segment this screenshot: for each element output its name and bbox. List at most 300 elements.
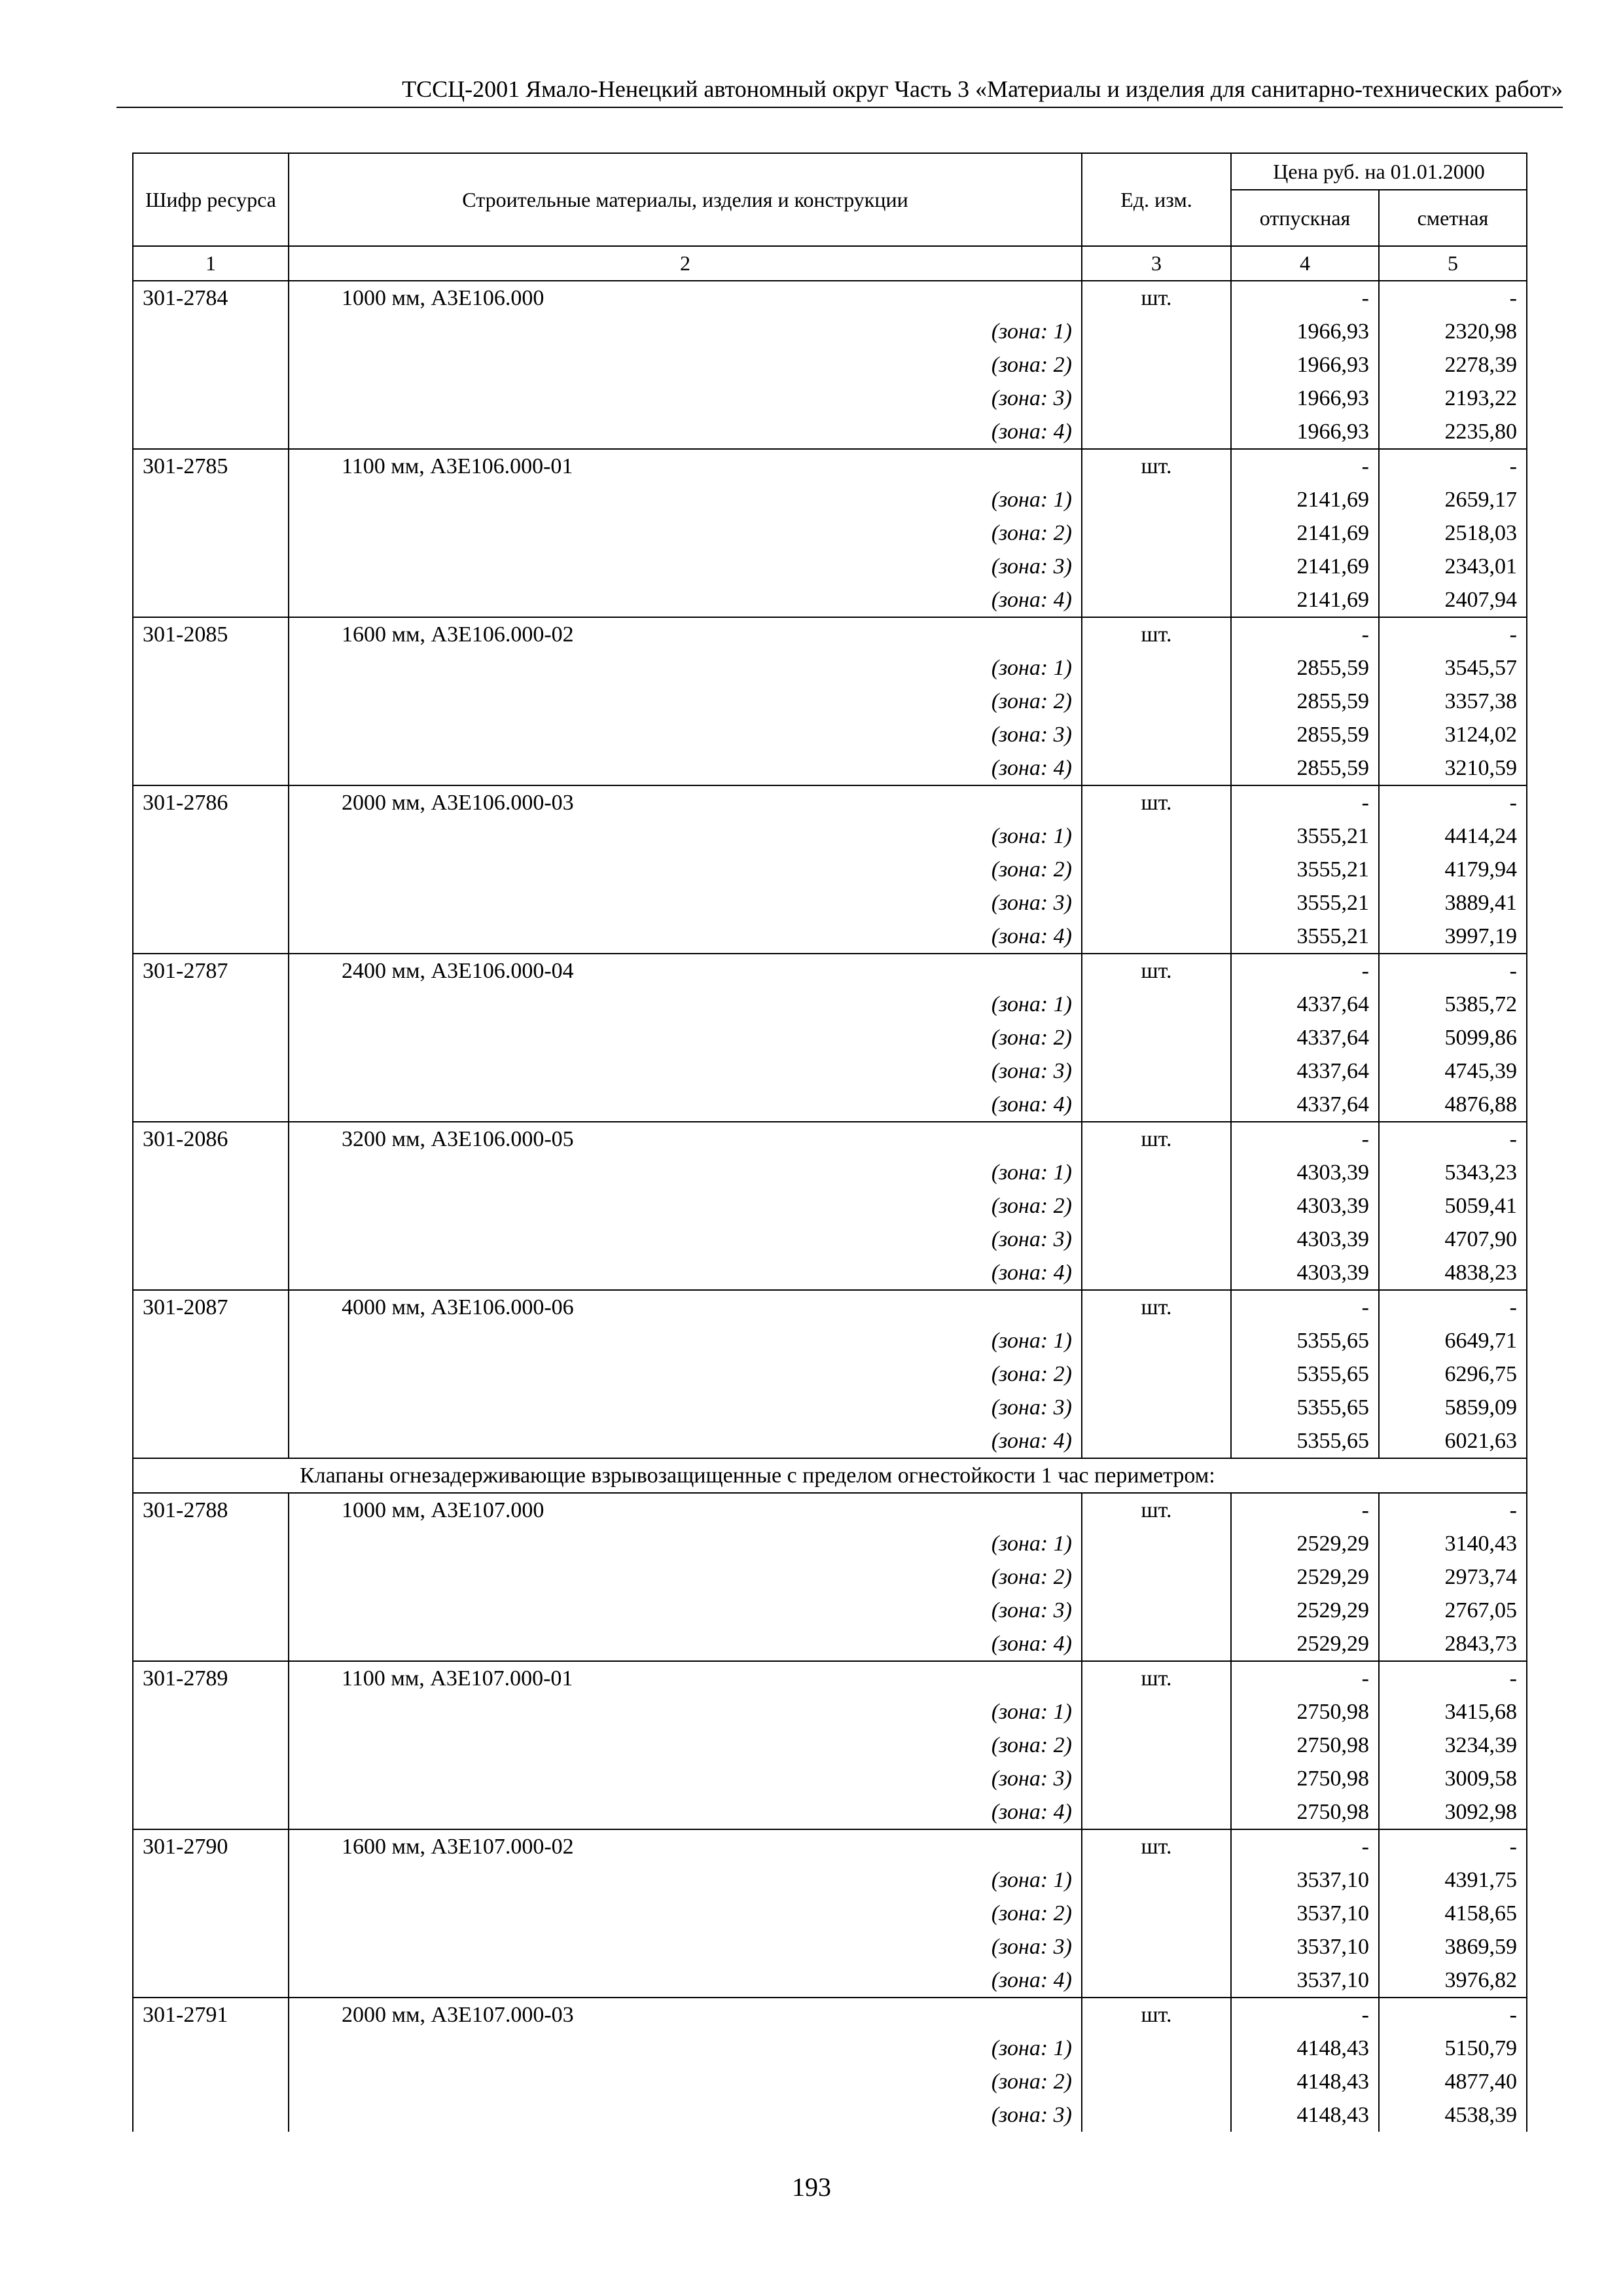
zone-estimate-price: 4877,40 <box>1379 2065 1527 2098</box>
zone-code-empty <box>133 718 289 751</box>
zone-label: (зона: 2) <box>289 2065 1082 2098</box>
resource-unit: шт. <box>1082 1998 1231 2032</box>
zone-unit-empty <box>1082 920 1231 954</box>
zone-code-empty <box>133 2032 289 2065</box>
zone-estimate-price: 3545,57 <box>1379 651 1527 685</box>
zone-release-price: 2529,29 <box>1231 1527 1379 1560</box>
zone-release-price: 4148,43 <box>1231 2098 1379 2132</box>
zone-unit-empty <box>1082 2032 1231 2065</box>
zone-row <box>133 1156 1527 1189</box>
estimate-price: - <box>1379 1290 1527 1324</box>
zone-unit-empty <box>1082 1156 1231 1189</box>
zone-release-price: 4337,64 <box>1231 1088 1379 1122</box>
zone-estimate-price: 4414,24 <box>1379 819 1527 853</box>
zone-row <box>133 1695 1527 1729</box>
zone-unit-empty <box>1082 853 1231 886</box>
zone-estimate-price: 2659,17 <box>1379 483 1527 516</box>
resource-code: 301-2085 <box>133 617 289 651</box>
zone-label: (зона: 3) <box>289 382 1082 415</box>
zone-unit-empty <box>1082 1930 1231 1964</box>
zone-estimate-price: 2407,94 <box>1379 583 1527 617</box>
header-code: Шифр ресурса <box>133 153 289 246</box>
zone-estimate-price: 2193,22 <box>1379 382 1527 415</box>
resource-row <box>133 1661 1527 1695</box>
resource-unit: шт. <box>1082 1661 1231 1695</box>
zone-unit-empty <box>1082 2098 1231 2132</box>
release-price: - <box>1231 785 1379 819</box>
zone-row <box>133 819 1527 853</box>
zone-estimate-price: 2320,98 <box>1379 315 1527 348</box>
zone-unit-empty <box>1082 2065 1231 2098</box>
zone-label: (зона: 1) <box>289 1863 1082 1897</box>
zone-row <box>133 1527 1527 1560</box>
zone-unit-empty <box>1082 1527 1231 1560</box>
zone-label: (зона: 4) <box>289 1627 1082 1661</box>
zone-release-price: 1966,93 <box>1231 382 1379 415</box>
zone-row <box>133 382 1527 415</box>
zone-unit-empty <box>1082 1762 1231 1795</box>
zone-unit-empty <box>1082 886 1231 920</box>
resource-unit: шт. <box>1082 449 1231 483</box>
zone-row <box>133 718 1527 751</box>
zone-label: (зона: 1) <box>289 988 1082 1021</box>
zone-label: (зона: 4) <box>289 583 1082 617</box>
resource-code: 301-2791 <box>133 1998 289 2032</box>
zone-code-empty <box>133 583 289 617</box>
zone-code-empty <box>133 516 289 550</box>
zone-row <box>133 1897 1527 1930</box>
zone-label: (зона: 1) <box>289 819 1082 853</box>
resource-row <box>133 617 1527 651</box>
zone-row <box>133 1223 1527 1256</box>
zone-estimate-price: 3124,02 <box>1379 718 1527 751</box>
zone-row <box>133 1088 1527 1122</box>
zone-release-price: 3555,21 <box>1231 920 1379 954</box>
zone-estimate-price: 5059,41 <box>1379 1189 1527 1223</box>
zone-code-empty <box>133 1357 289 1391</box>
zone-row <box>133 348 1527 382</box>
zone-estimate-price: 4876,88 <box>1379 1088 1527 1122</box>
release-price: - <box>1231 1493 1379 1527</box>
zone-unit-empty <box>1082 315 1231 348</box>
zone-code-empty <box>133 1964 289 1998</box>
zone-release-price: 4303,39 <box>1231 1223 1379 1256</box>
zone-label: (зона: 4) <box>289 1256 1082 1290</box>
header-name: Строительные материалы, изделия и конструкции <box>289 153 1082 246</box>
column-numbers-row <box>133 246 1527 281</box>
zone-release-price: 2750,98 <box>1231 1762 1379 1795</box>
zone-row <box>133 853 1527 886</box>
zone-code-empty <box>133 2098 289 2132</box>
zone-estimate-price: 5150,79 <box>1379 2032 1527 2065</box>
column-number: 1 <box>133 246 289 281</box>
zone-label: (зона: 1) <box>289 1695 1082 1729</box>
zone-unit-empty <box>1082 1729 1231 1762</box>
zone-unit-empty <box>1082 1560 1231 1594</box>
zone-unit-empty <box>1082 718 1231 751</box>
estimate-price: - <box>1379 281 1527 315</box>
resource-unit: шт. <box>1082 785 1231 819</box>
zone-row <box>133 751 1527 785</box>
zone-row <box>133 1391 1527 1424</box>
zone-code-empty <box>133 1156 289 1189</box>
zone-release-price: 4303,39 <box>1231 1256 1379 1290</box>
zone-unit-empty <box>1082 1391 1231 1424</box>
zone-label: (зона: 2) <box>289 1357 1082 1391</box>
zone-release-price: 1966,93 <box>1231 348 1379 382</box>
zone-unit-empty <box>1082 1256 1231 1290</box>
resource-code: 301-2788 <box>133 1493 289 1527</box>
zone-label: (зона: 3) <box>289 1594 1082 1627</box>
zone-estimate-price: 6649,71 <box>1379 1324 1527 1357</box>
zone-code-empty <box>133 483 289 516</box>
zone-code-empty <box>133 1021 289 1054</box>
zone-unit-empty <box>1082 1627 1231 1661</box>
zone-label: (зона: 1) <box>289 1527 1082 1560</box>
zone-release-price: 4303,39 <box>1231 1156 1379 1189</box>
resource-unit: шт. <box>1082 1290 1231 1324</box>
zone-label: (зона: 4) <box>289 1088 1082 1122</box>
zone-code-empty <box>133 382 289 415</box>
zone-row <box>133 651 1527 685</box>
resource-row <box>133 1493 1527 1527</box>
zone-row <box>133 1594 1527 1627</box>
resource-unit: шт. <box>1082 1493 1231 1527</box>
resource-row <box>133 1290 1527 1324</box>
zone-code-empty <box>133 1223 289 1256</box>
header-unit: Ед. изм. <box>1082 153 1231 246</box>
resource-name: 4000 мм, А3Е106.000-06 <box>289 1290 1082 1324</box>
zone-release-price: 2855,59 <box>1231 685 1379 718</box>
zone-label: (зона: 4) <box>289 920 1082 954</box>
column-number: 3 <box>1082 246 1231 281</box>
zone-estimate-price: 3092,98 <box>1379 1795 1527 1829</box>
zone-release-price: 4303,39 <box>1231 1189 1379 1223</box>
resource-unit: шт. <box>1082 1829 1231 1863</box>
zone-code-empty <box>133 550 289 583</box>
zone-estimate-price: 2973,74 <box>1379 1560 1527 1594</box>
zone-release-price: 2855,59 <box>1231 651 1379 685</box>
zone-unit-empty <box>1082 516 1231 550</box>
release-price: - <box>1231 1661 1379 1695</box>
estimate-price: - <box>1379 785 1527 819</box>
zone-release-price: 3537,10 <box>1231 1863 1379 1897</box>
resource-row <box>133 1998 1527 2032</box>
zone-code-empty <box>133 315 289 348</box>
zone-unit-empty <box>1082 1189 1231 1223</box>
zone-unit-empty <box>1082 1021 1231 1054</box>
column-number: 5 <box>1379 246 1527 281</box>
resource-row <box>133 1829 1527 1863</box>
zone-label: (зона: 3) <box>289 1054 1082 1088</box>
zone-release-price: 5355,65 <box>1231 1324 1379 1357</box>
zone-code-empty <box>133 1391 289 1424</box>
zone-code-empty <box>133 1054 289 1088</box>
zone-unit-empty <box>1082 1964 1231 1998</box>
estimate-price: - <box>1379 954 1527 988</box>
resource-code: 301-2786 <box>133 785 289 819</box>
zone-label: (зона: 1) <box>289 483 1082 516</box>
zone-row <box>133 1189 1527 1223</box>
zone-release-price: 2141,69 <box>1231 583 1379 617</box>
resource-name: 2000 мм, А3Е106.000-03 <box>289 785 1082 819</box>
zone-release-price: 3555,21 <box>1231 886 1379 920</box>
zone-code-empty <box>133 886 289 920</box>
section-heading-row <box>133 1458 1527 1493</box>
zone-unit-empty <box>1082 1223 1231 1256</box>
zone-code-empty <box>133 853 289 886</box>
zone-row <box>133 685 1527 718</box>
zone-estimate-price: 3415,68 <box>1379 1695 1527 1729</box>
release-price: - <box>1231 954 1379 988</box>
resource-name: 1100 мм, А3Е107.000-01 <box>289 1661 1082 1695</box>
resource-name: 1000 мм, А3Е106.000 <box>289 281 1082 315</box>
zone-row <box>133 1762 1527 1795</box>
zone-release-price: 3537,10 <box>1231 1930 1379 1964</box>
zone-row <box>133 1424 1527 1458</box>
zone-estimate-price: 3140,43 <box>1379 1527 1527 1560</box>
zone-label: (зона: 2) <box>289 1560 1082 1594</box>
table-body <box>133 281 1527 2132</box>
zone-unit-empty <box>1082 1695 1231 1729</box>
zone-code-empty <box>133 819 289 853</box>
release-price: - <box>1231 1998 1379 2032</box>
estimate-price: - <box>1379 1829 1527 1863</box>
zone-label: (зона: 3) <box>289 718 1082 751</box>
zone-code-empty <box>133 1863 289 1897</box>
zone-unit-empty <box>1082 1324 1231 1357</box>
zone-estimate-price: 5343,23 <box>1379 1156 1527 1189</box>
zone-row <box>133 1964 1527 1998</box>
zone-label: (зона: 2) <box>289 853 1082 886</box>
zone-code-empty <box>133 1594 289 1627</box>
zone-estimate-price: 3976,82 <box>1379 1964 1527 1998</box>
zone-row <box>133 1863 1527 1897</box>
zone-release-price: 4337,64 <box>1231 1054 1379 1088</box>
zone-release-price: 2529,29 <box>1231 1560 1379 1594</box>
zone-row <box>133 920 1527 954</box>
release-price: - <box>1231 1290 1379 1324</box>
release-price: - <box>1231 1829 1379 1863</box>
zone-release-price: 3555,21 <box>1231 819 1379 853</box>
zone-code-empty <box>133 1762 289 1795</box>
zone-unit-empty <box>1082 1054 1231 1088</box>
zone-label: (зона: 4) <box>289 1795 1082 1829</box>
zone-estimate-price: 4538,39 <box>1379 2098 1527 2132</box>
zone-row <box>133 1930 1527 1964</box>
zone-unit-empty <box>1082 1357 1231 1391</box>
zone-code-empty <box>133 1729 289 1762</box>
zone-row <box>133 886 1527 920</box>
zone-label: (зона: 1) <box>289 2032 1082 2065</box>
zone-code-empty <box>133 1930 289 1964</box>
zone-code-empty <box>133 685 289 718</box>
zone-estimate-price: 6296,75 <box>1379 1357 1527 1391</box>
estimate-price: - <box>1379 1122 1527 1156</box>
zone-label: (зона: 2) <box>289 685 1082 718</box>
zone-unit-empty <box>1082 1424 1231 1458</box>
resource-unit: шт. <box>1082 281 1231 315</box>
zone-code-empty <box>133 1256 289 1290</box>
resource-name: 1600 мм, А3Е107.000-02 <box>289 1829 1082 1863</box>
section-heading: Клапаны огнезадерживающие взрывозащищенные с пределом огнестойкости 1 час периметром: <box>133 1458 1527 1493</box>
estimate-price: - <box>1379 1998 1527 2032</box>
zone-label: (зона: 1) <box>289 1156 1082 1189</box>
zone-row <box>133 1054 1527 1088</box>
zone-unit-empty <box>1082 651 1231 685</box>
zone-unit-empty <box>1082 483 1231 516</box>
zone-label: (зона: 2) <box>289 1897 1082 1930</box>
zone-estimate-price: 3009,58 <box>1379 1762 1527 1795</box>
resource-row <box>133 449 1527 483</box>
zone-row <box>133 516 1527 550</box>
zone-unit-empty <box>1082 415 1231 449</box>
estimate-price: - <box>1379 617 1527 651</box>
column-number: 2 <box>289 246 1082 281</box>
zone-code-empty <box>133 2065 289 2098</box>
zone-release-price: 2141,69 <box>1231 516 1379 550</box>
zone-estimate-price: 2767,05 <box>1379 1594 1527 1627</box>
zone-code-empty <box>133 1695 289 1729</box>
zone-release-price: 2529,29 <box>1231 1594 1379 1627</box>
zone-code-empty <box>133 1424 289 1458</box>
zone-label: (зона: 3) <box>289 550 1082 583</box>
zone-release-price: 2141,69 <box>1231 550 1379 583</box>
zone-label: (зона: 2) <box>289 348 1082 382</box>
header-release: отпускная <box>1231 190 1379 246</box>
zone-release-price: 3555,21 <box>1231 853 1379 886</box>
zone-row <box>133 2098 1527 2132</box>
zone-code-empty <box>133 1897 289 1930</box>
zone-unit-empty <box>1082 751 1231 785</box>
estimate-price: - <box>1379 1493 1527 1527</box>
zone-release-price: 5355,65 <box>1231 1357 1379 1391</box>
zone-estimate-price: 3210,59 <box>1379 751 1527 785</box>
zone-label: (зона: 2) <box>289 516 1082 550</box>
zone-code-empty <box>133 1795 289 1829</box>
zone-estimate-price: 5099,86 <box>1379 1021 1527 1054</box>
zone-unit-empty <box>1082 550 1231 583</box>
zone-release-price: 2750,98 <box>1231 1695 1379 1729</box>
zone-unit-empty <box>1082 583 1231 617</box>
zone-estimate-price: 4158,65 <box>1379 1897 1527 1930</box>
release-price: - <box>1231 281 1379 315</box>
zone-release-price: 2141,69 <box>1231 483 1379 516</box>
resource-name: 2000 мм, А3Е107.000-03 <box>289 1998 1082 2032</box>
zone-code-empty <box>133 348 289 382</box>
zone-row <box>133 1560 1527 1594</box>
zone-estimate-price: 5385,72 <box>1379 988 1527 1021</box>
zone-estimate-price: 4707,90 <box>1379 1223 1527 1256</box>
zone-estimate-price: 2235,80 <box>1379 415 1527 449</box>
zone-code-empty <box>133 920 289 954</box>
zone-label: (зона: 4) <box>289 1964 1082 1998</box>
zone-estimate-price: 3997,19 <box>1379 920 1527 954</box>
resource-name: 1600 мм, А3Е106.000-02 <box>289 617 1082 651</box>
zone-estimate-price: 5859,09 <box>1379 1391 1527 1424</box>
zone-row <box>133 315 1527 348</box>
zone-unit-empty <box>1082 685 1231 718</box>
zone-estimate-price: 6021,63 <box>1379 1424 1527 1458</box>
zone-code-empty <box>133 1560 289 1594</box>
zone-estimate-price: 2843,73 <box>1379 1627 1527 1661</box>
zone-label: (зона: 3) <box>289 2098 1082 2132</box>
resource-row <box>133 1122 1527 1156</box>
zone-estimate-price: 2278,39 <box>1379 348 1527 382</box>
zone-label: (зона: 1) <box>289 1324 1082 1357</box>
zone-row <box>133 1795 1527 1829</box>
page-number: 193 <box>792 2172 831 2202</box>
resource-code: 301-2784 <box>133 281 289 315</box>
zone-release-price: 4337,64 <box>1231 1021 1379 1054</box>
zone-estimate-price: 2343,01 <box>1379 550 1527 583</box>
column-number: 4 <box>1231 246 1379 281</box>
zone-row <box>133 483 1527 516</box>
zone-estimate-price: 3234,39 <box>1379 1729 1527 1762</box>
zone-label: (зона: 4) <box>289 751 1082 785</box>
zone-release-price: 2529,29 <box>1231 1627 1379 1661</box>
zone-row <box>133 1324 1527 1357</box>
resource-unit: шт. <box>1082 617 1231 651</box>
zone-label: (зона: 2) <box>289 1729 1082 1762</box>
zone-label: (зона: 1) <box>289 651 1082 685</box>
zone-release-price: 1966,93 <box>1231 315 1379 348</box>
price-table <box>132 152 1527 2132</box>
zone-row <box>133 415 1527 449</box>
zone-label: (зона: 3) <box>289 1762 1082 1795</box>
zone-unit-empty <box>1082 1088 1231 1122</box>
zone-estimate-price: 3357,38 <box>1379 685 1527 718</box>
zone-code-empty <box>133 1189 289 1223</box>
zone-label: (зона: 4) <box>289 1424 1082 1458</box>
zone-unit-empty <box>1082 988 1231 1021</box>
zone-release-price: 2855,59 <box>1231 751 1379 785</box>
zone-row <box>133 988 1527 1021</box>
zone-row <box>133 2065 1527 2098</box>
release-price: - <box>1231 1122 1379 1156</box>
zone-release-price: 4337,64 <box>1231 988 1379 1021</box>
zone-release-price: 5355,65 <box>1231 1424 1379 1458</box>
estimate-price: - <box>1379 449 1527 483</box>
zone-code-empty <box>133 751 289 785</box>
zone-label: (зона: 3) <box>289 1391 1082 1424</box>
zone-unit-empty <box>1082 1795 1231 1829</box>
release-price: - <box>1231 449 1379 483</box>
table-header <box>133 153 1527 281</box>
resource-unit: шт. <box>1082 954 1231 988</box>
zone-unit-empty <box>1082 819 1231 853</box>
estimate-price: - <box>1379 1661 1527 1695</box>
resource-code: 301-2785 <box>133 449 289 483</box>
zone-release-price: 2750,98 <box>1231 1729 1379 1762</box>
zone-estimate-price: 2518,03 <box>1379 516 1527 550</box>
resource-row <box>133 281 1527 315</box>
zone-unit-empty <box>1082 1594 1231 1627</box>
header-rule <box>116 107 1563 108</box>
zone-estimate-price: 4838,23 <box>1379 1256 1527 1290</box>
zone-label: (зона: 3) <box>289 1223 1082 1256</box>
zone-release-price: 5355,65 <box>1231 1391 1379 1424</box>
zone-estimate-price: 4391,75 <box>1379 1863 1527 1897</box>
resource-unit: шт. <box>1082 1122 1231 1156</box>
zone-code-empty <box>133 1627 289 1661</box>
resource-name: 3200 мм, А3Е106.000-05 <box>289 1122 1082 1156</box>
zone-estimate-price: 3889,41 <box>1379 886 1527 920</box>
zone-label: (зона: 2) <box>289 1021 1082 1054</box>
resource-row <box>133 785 1527 819</box>
zone-row <box>133 2032 1527 2065</box>
resource-name: 1000 мм, А3Е107.000 <box>289 1493 1082 1527</box>
